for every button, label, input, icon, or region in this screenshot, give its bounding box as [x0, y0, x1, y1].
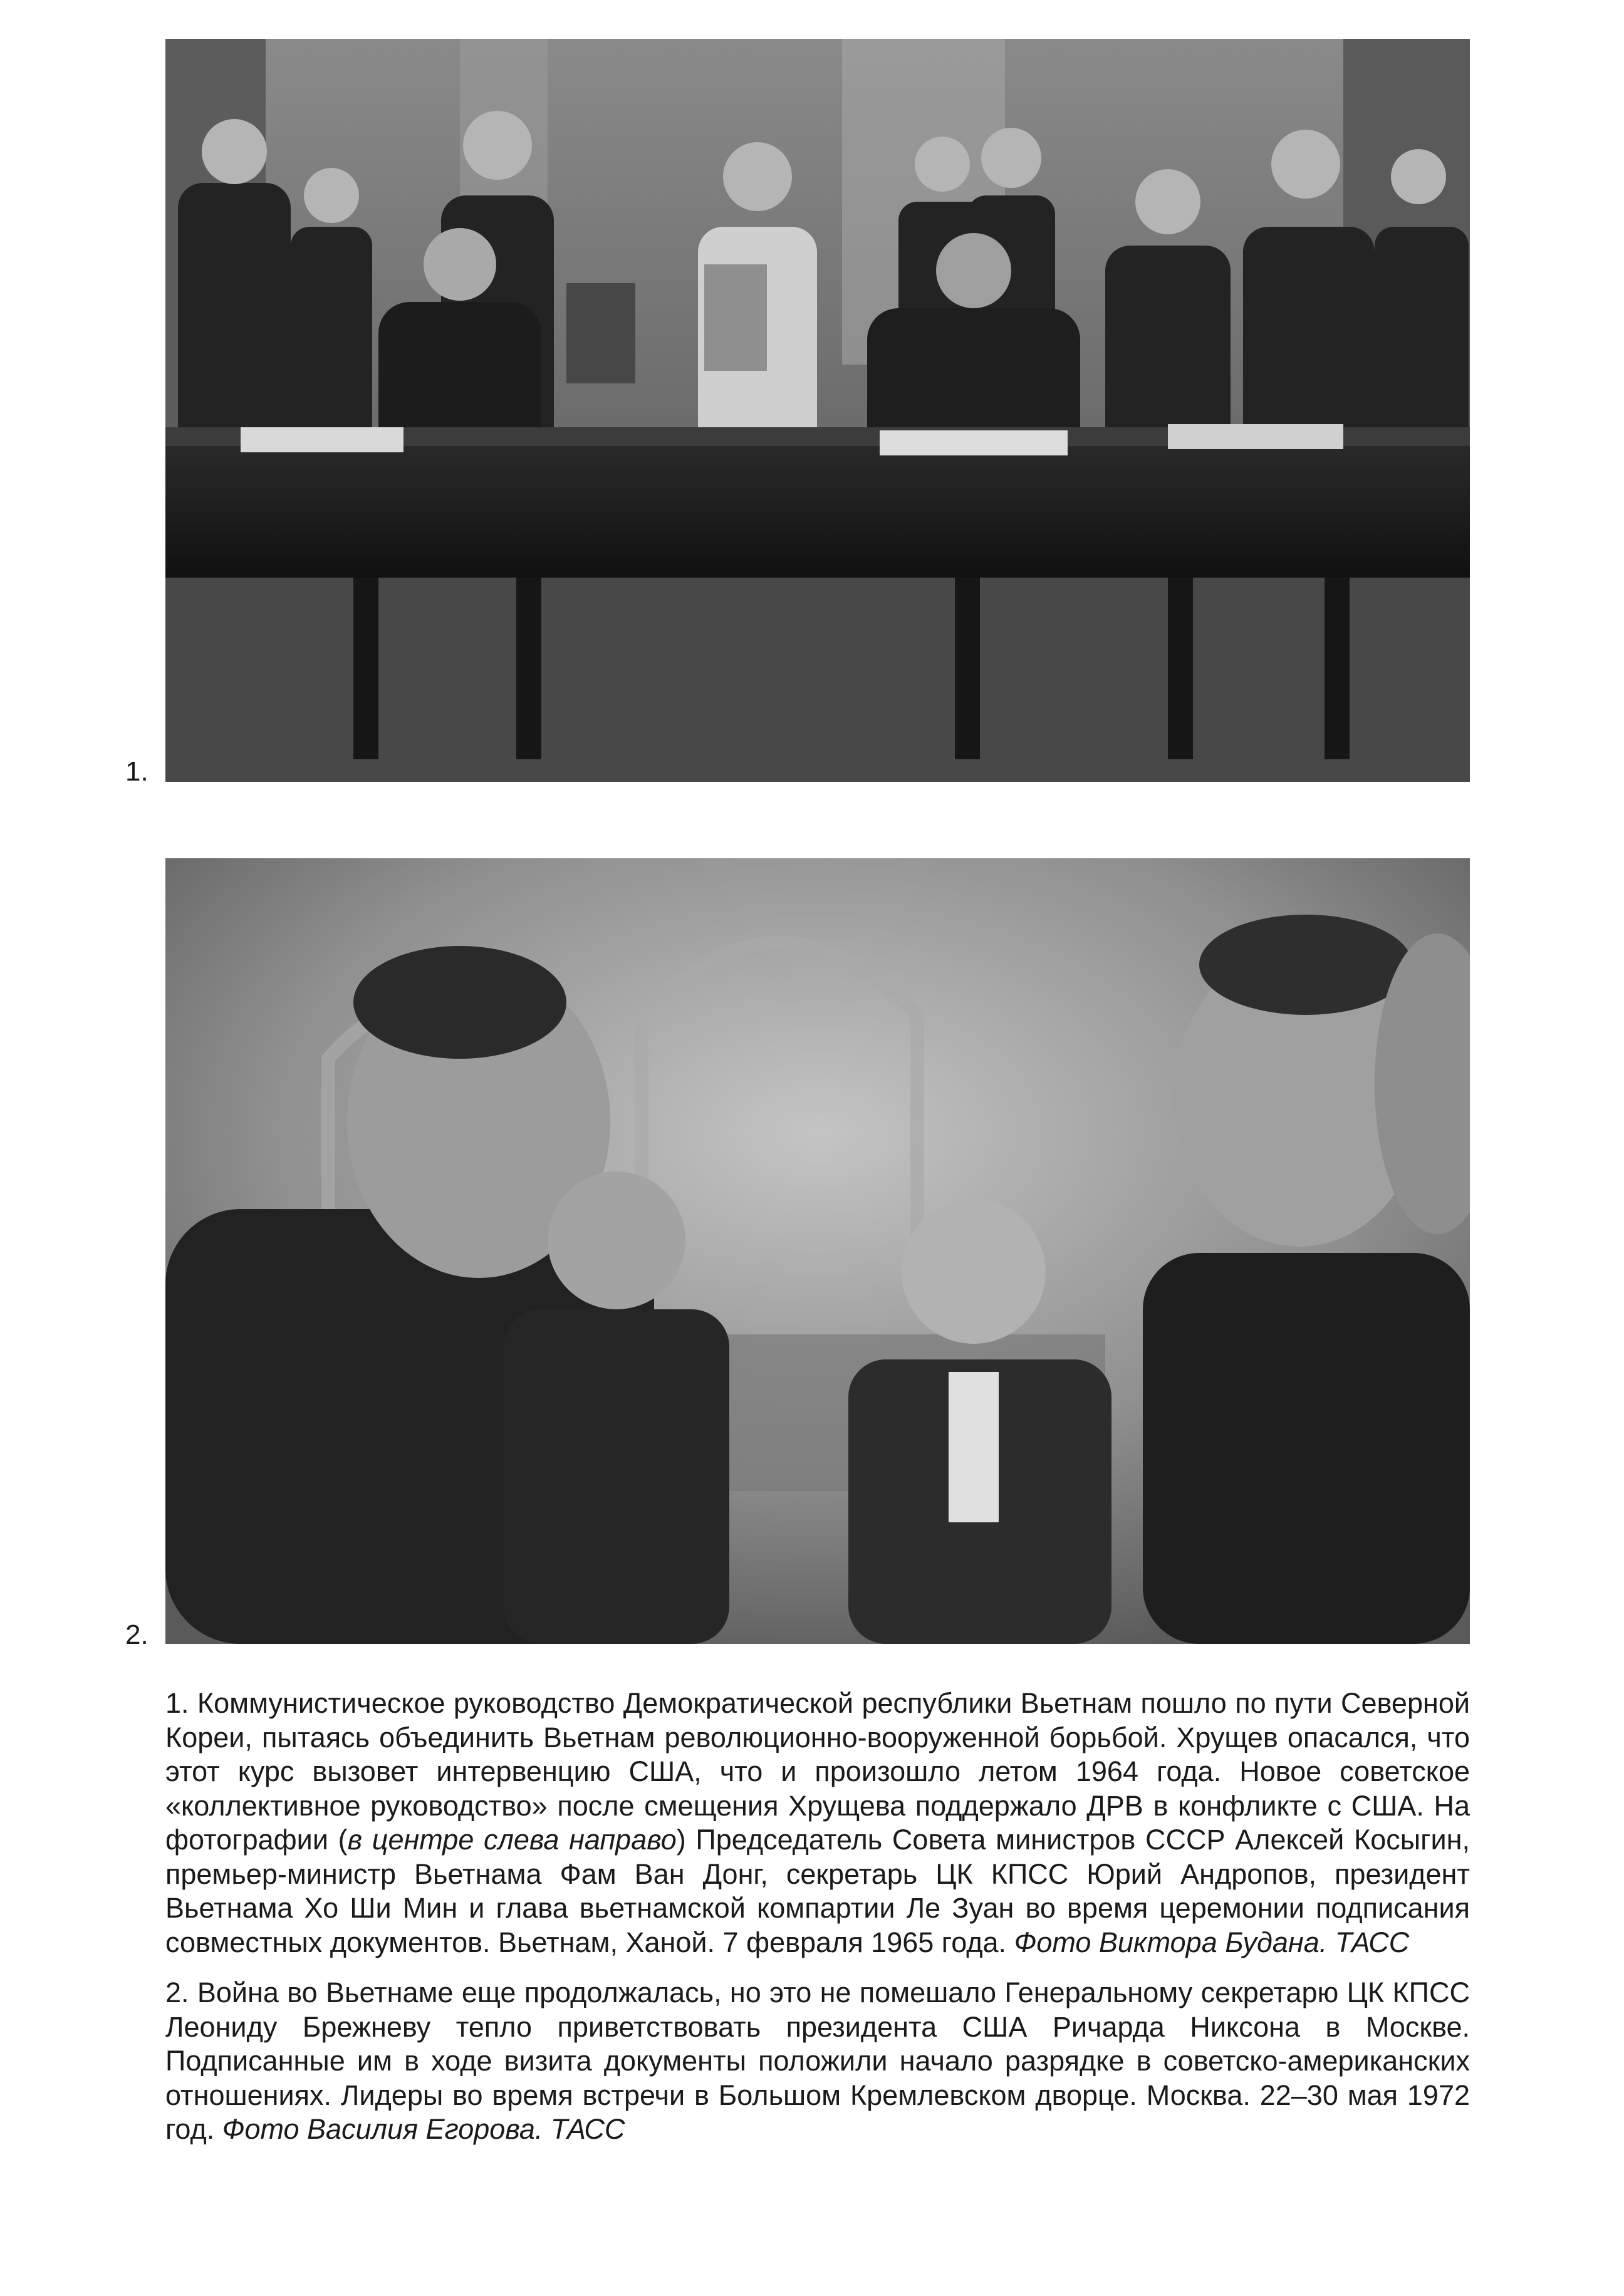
captions [165, 1686, 1470, 2163]
photo-handshake-meeting [165, 858, 1470, 1644]
figure-number-1: 1. [125, 756, 148, 787]
photo-signing-ceremony [165, 39, 1470, 782]
photo-1-image [165, 39, 1470, 782]
caption-1 [165, 1686, 1470, 1960]
caption-1-text-a: 1. Коммунистическое руководство Демократической республики Вьетнам пошло по пути Северной Кореи, пытаясь объединить Вьетнам революционно-вооруженной борьбой. Хрущев опасался, что этот курс вызовет интервенцию США, что и произошло летом 1964 года. Новое советское «коллективное руководство» после смещения Хрущева поддержало ДРВ в конфликте с США. На фотографии ( [165, 1687, 1470, 1856]
caption-2-text: 2. Война во Вьетнаме еще продолжалась, но это не помешало Генеральному секретарю ЦК КПСС Леониду Брежневу тепло приветствовать президента США Ричарда Никсона в Москве. Подписанные им в ходе визита документы положили начало разрядке в советско-американских отношениях. Лидеры во время встречи в Большом Кремлевском дворце. Москва. 22–30 мая 1972 год. [165, 1977, 1470, 2145]
caption-2-credit: Фото Василия Егорова. ТАСС [222, 2113, 625, 2145]
photo-2-image [165, 858, 1470, 1644]
caption-1-text-b: ) Председатель Совета министров СССР Алексей Косыгин, премьер-министр Вьетнама Фам Ван Донг, секретарь ЦК КПСС Юрий Андропов, президент Вьетнама Хо Ши Мин и глава вьетнамской компартии Ле Зуан во время церемонии подписания совместных документов. Вьетнам, Ханой. 7 февраля 1965 года. [165, 1824, 1470, 1958]
caption-1-italic: в центре слева направо [347, 1824, 677, 1856]
caption-1-credit: Фото Виктора Будана. ТАСС [1014, 1926, 1410, 1958]
figure-number-2: 2. [125, 1619, 148, 1650]
caption-2 [165, 1976, 1470, 2147]
